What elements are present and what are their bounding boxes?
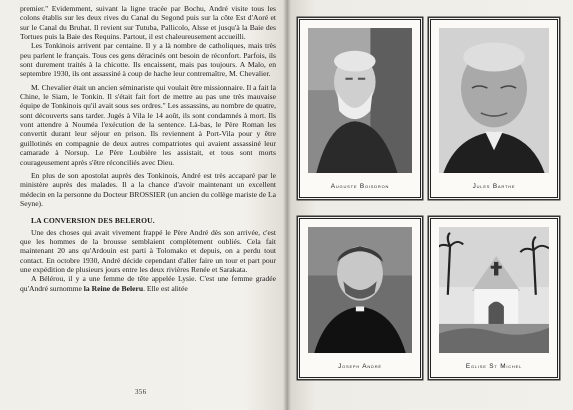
portrait-auguste-boisdron <box>308 28 412 173</box>
right-page <box>287 0 573 410</box>
paragraph-3: M. Chevalier était un ancien séminariste qui voulait être missionnaire. Il a fait la Chine, le Siam, le Tonkin. Il s'était fait fort de mettre au pas une très mauvaise équipe de Tonkinois qu'il avait sous ses ordres." Les assassins, au nombre de quatre, sont découverts sans tarder. Jugés à Vila le 14 août, ils sont condamnés à mort. Ils vont attendre à Nouméa l'exécution de la sentence. Là-bas, le Père Roman les convertit durant leur séjour en prison. Ils reviennent à Port-Vila pour y être guillotinés en compagnie de deux autres compatriotes qui avaient assassiné leur camarade à Norsup. Le Père Loubière les assistait, et tous sont morts courageusement après s'être réconciliés avec Dieu. <box>20 82 276 167</box>
photo-eglise-st-michel <box>439 227 549 353</box>
paragraph-6-end: . Elle est alitée <box>143 283 188 293</box>
photo-card-jules-barthe <box>430 19 558 198</box>
portrait-joseph-andre <box>308 227 412 353</box>
paragraph-1: premier." Evidemment, suivant la ligne tracée par Bochu, André visite tous les colons établis sur les deux rives du Canal du Segond puis sur la côte Est d'Aoré et sur le Canal du Bruhat. Il revient sur Tutuba, Pallicolo, Alsse et jusqu'à la Baie des Tortues puis la Baie des Requins. Partout, il est chaleureusement accueilli. <box>20 4 276 42</box>
section-heading: LA CONVERSION DES BELEROU. <box>31 216 155 226</box>
paragraph-5: Une des choses qui avait vivement frappé le Père André dès son arrivée, c'est que les hommes de la brousse semblaient complètement oubliés. Cela fait maintenant 20 ans qu'Ardouin est parti à Tolomako et depuis, on a perdu tout contact. En octobre 1930, André décide cependant d'aller faire un tour et part pour une expédition de plusieurs jours entre les deux rivières Renée et Sarakata. <box>20 227 276 274</box>
paragraph-6-start: A Bélérou, il y a une femme de tête appelée Lysie. C'est une femme gradée qu'André surnomme <box>20 274 276 293</box>
photo-card-joseph-andre <box>299 218 421 378</box>
paragraph-6 <box>20 274 276 293</box>
paragraph-4: En plus de son apostolat auprès des Tonkinois, André est très accaparé par le ministère auprès des malades. Il a la chance d'avoir maintenant un excellent médecin en la personne du Docteur BROSSIER (un ancien du collège mariste de La Seyne). <box>20 170 276 208</box>
caption-jules-barthe: Jules Barthe <box>472 183 516 190</box>
caption-auguste-boisdron: Auguste Boisdron <box>330 183 390 190</box>
text-column <box>20 4 276 293</box>
photo-card-eglise-st-michel <box>430 218 558 378</box>
portrait-jules-barthe <box>439 28 549 173</box>
paragraph-2: Les Tonkinois arrivent par centaine. Il y a là nombre de catholiques, mais très peu parlent le français. Tous ces gens déracinés ont besoin de réconfort. Parfois, ils sont durement traités à la chicotte. Ils encaissent, mais pas toujours. A Malo, en septembre 1930, ils ont assassiné à coup de hache leur contremaître, M. Chevalier. <box>20 41 276 79</box>
reine-de-beleru-bold: la Reine de Beleru <box>83 283 144 293</box>
book-gutter <box>283 0 291 410</box>
caption-joseph-andre: Joseph André <box>338 363 382 370</box>
photo-card-auguste-boisdron <box>299 19 421 198</box>
caption-eglise-st-michel: Eglise St Michel <box>465 363 523 370</box>
page-number: 356 <box>135 388 147 396</box>
